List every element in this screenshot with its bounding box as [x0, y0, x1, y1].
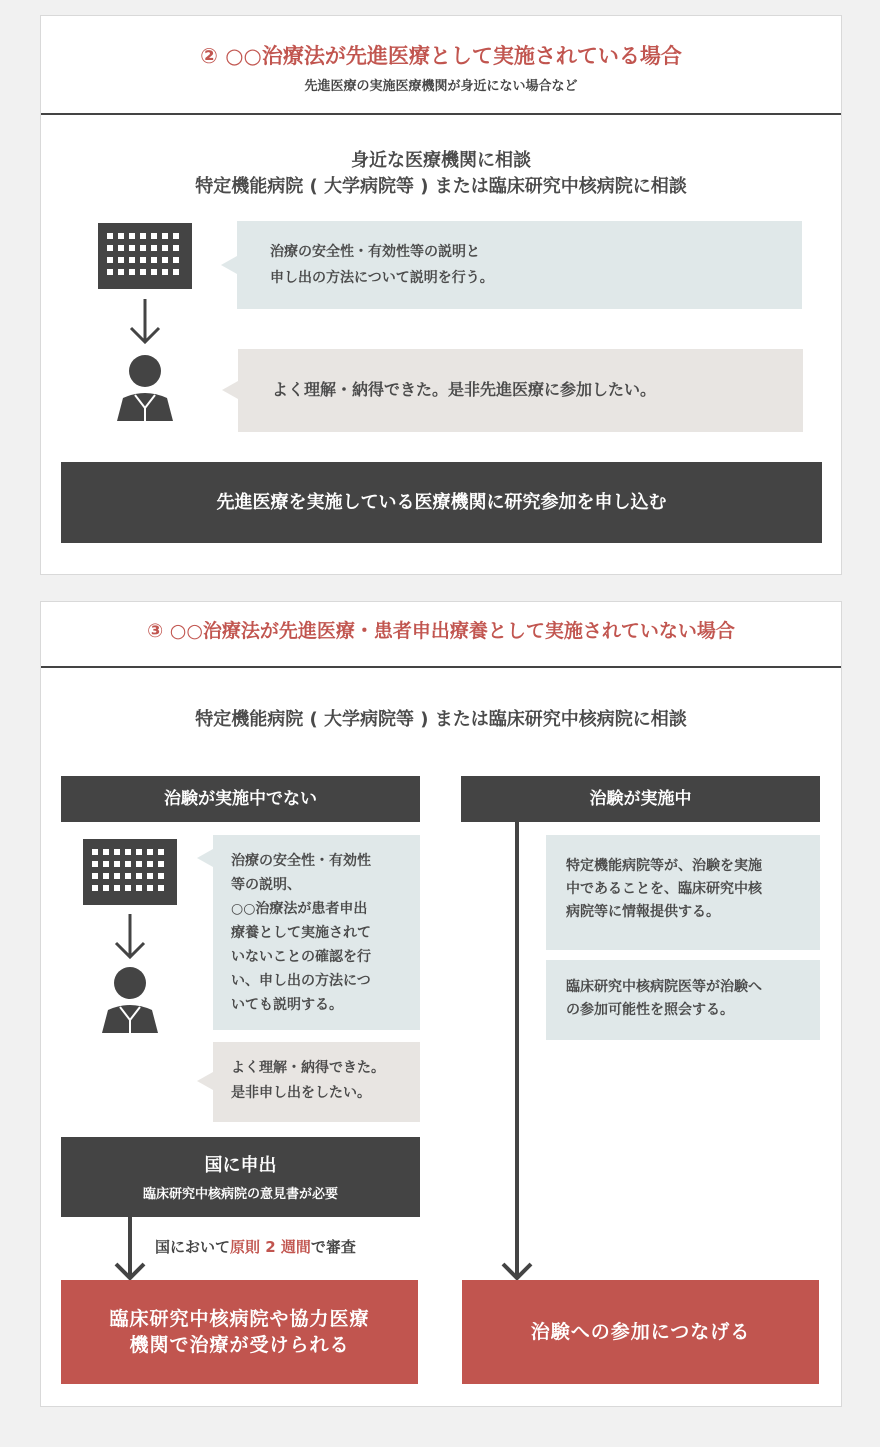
- trial-info-box-1: [546, 835, 820, 950]
- trial-info-box-2: [546, 960, 820, 1040]
- no-trial-result-box: [61, 1280, 418, 1384]
- result-line2: 機関で治療が受けられる: [129, 1334, 350, 1356]
- info-line: 特定機能病院等が、治験を実施: [566, 858, 762, 874]
- hospital-explanation-bubble: [237, 221, 802, 309]
- bubble-line: 是非申し出をしたい。: [231, 1085, 371, 1101]
- hospital-bubble-line2: 申し出の方法について説明を行う。: [270, 270, 494, 286]
- patient-bubble-text: よく理解・納得できた。是非先進医療に参加したい。: [272, 380, 657, 399]
- person-icon: [115, 354, 175, 422]
- info-line: 臨床研究中核病院医等が治験へ: [566, 979, 762, 995]
- hospital-building-icon: [98, 223, 192, 289]
- bubble-line: 等の説明、: [231, 877, 301, 893]
- section2-consult-line2: 特定機能病院 ( 大学病院等 ) または臨床研究中核病院に相談: [195, 176, 687, 197]
- bubble-line: 治療の安全性・有効性: [231, 853, 371, 869]
- section2-consult-line1: 身近な医療機関に相談: [351, 150, 531, 171]
- person-icon: [100, 966, 160, 1034]
- trial-result-box: 治験への参加につなげる: [462, 1280, 819, 1384]
- section3-header: [41, 602, 841, 668]
- info-line: 病院等に情報提供する。: [566, 904, 720, 920]
- arrow-down-icon: [501, 821, 533, 1281]
- info-line: の参加可能性を照会する。: [566, 1002, 734, 1018]
- section2-title: ② ○○治療法が先進医療として実施されている場合: [200, 44, 682, 68]
- review-highlight: 原則 2 週間: [230, 1238, 311, 1256]
- bubble-line: いないことの確認を行: [231, 949, 371, 965]
- review-text: [155, 1236, 356, 1257]
- bubble-line: い、申し出の方法につ: [231, 973, 371, 989]
- apply-subtitle: 臨床研究中核病院の意見書が必要: [142, 1187, 338, 1202]
- trial-ongoing-header: 治験が実施中: [461, 776, 820, 822]
- result-line1: 臨床研究中核病院や協力医療: [109, 1308, 370, 1330]
- bubble-line: よく理解・納得できた。: [231, 1060, 385, 1076]
- section2-action-box: 先進医療を実施している医療機関に研究参加を申し込む: [61, 462, 822, 543]
- section3-consult: 特定機能病院 ( 大学病院等 ) または臨床研究中核病院に相談: [195, 709, 687, 730]
- no-trial-hospital-bubble: [213, 835, 420, 1030]
- review-prefix: 国において: [155, 1238, 231, 1256]
- bubble-line: いても説明する。: [231, 997, 343, 1013]
- hospital-bubble-line1: 治療の安全性・有効性等の説明と: [270, 244, 480, 260]
- section3-title: ③ ○○治療法が先進医療・患者申出療養として実施されていない場合: [147, 620, 735, 642]
- no-trial-header: 治験が実施中でない: [61, 776, 420, 822]
- bubble-line: 療養として実施されて: [231, 925, 371, 941]
- no-trial-patient-bubble: [213, 1042, 420, 1122]
- arrow-down-icon: [128, 299, 162, 345]
- section3-panel: [40, 601, 842, 1407]
- section2-panel: [40, 15, 842, 575]
- patient-response-bubble: [238, 349, 803, 432]
- arrow-down-icon: [113, 914, 147, 960]
- bubble-line: ○○治療法が患者申出: [231, 901, 368, 917]
- hospital-building-icon: [83, 839, 177, 905]
- apply-to-nation-box: [61, 1137, 420, 1217]
- info-line: 中であることを、臨床研究中核: [566, 881, 762, 897]
- section2-subtitle: 先進医療の実施医療機関が身近にない場合など: [304, 79, 578, 94]
- section2-header: [41, 16, 841, 115]
- arrow-down-icon: [113, 1217, 147, 1281]
- apply-title: 国に申出: [204, 1155, 277, 1176]
- review-suffix: で審査: [310, 1238, 356, 1256]
